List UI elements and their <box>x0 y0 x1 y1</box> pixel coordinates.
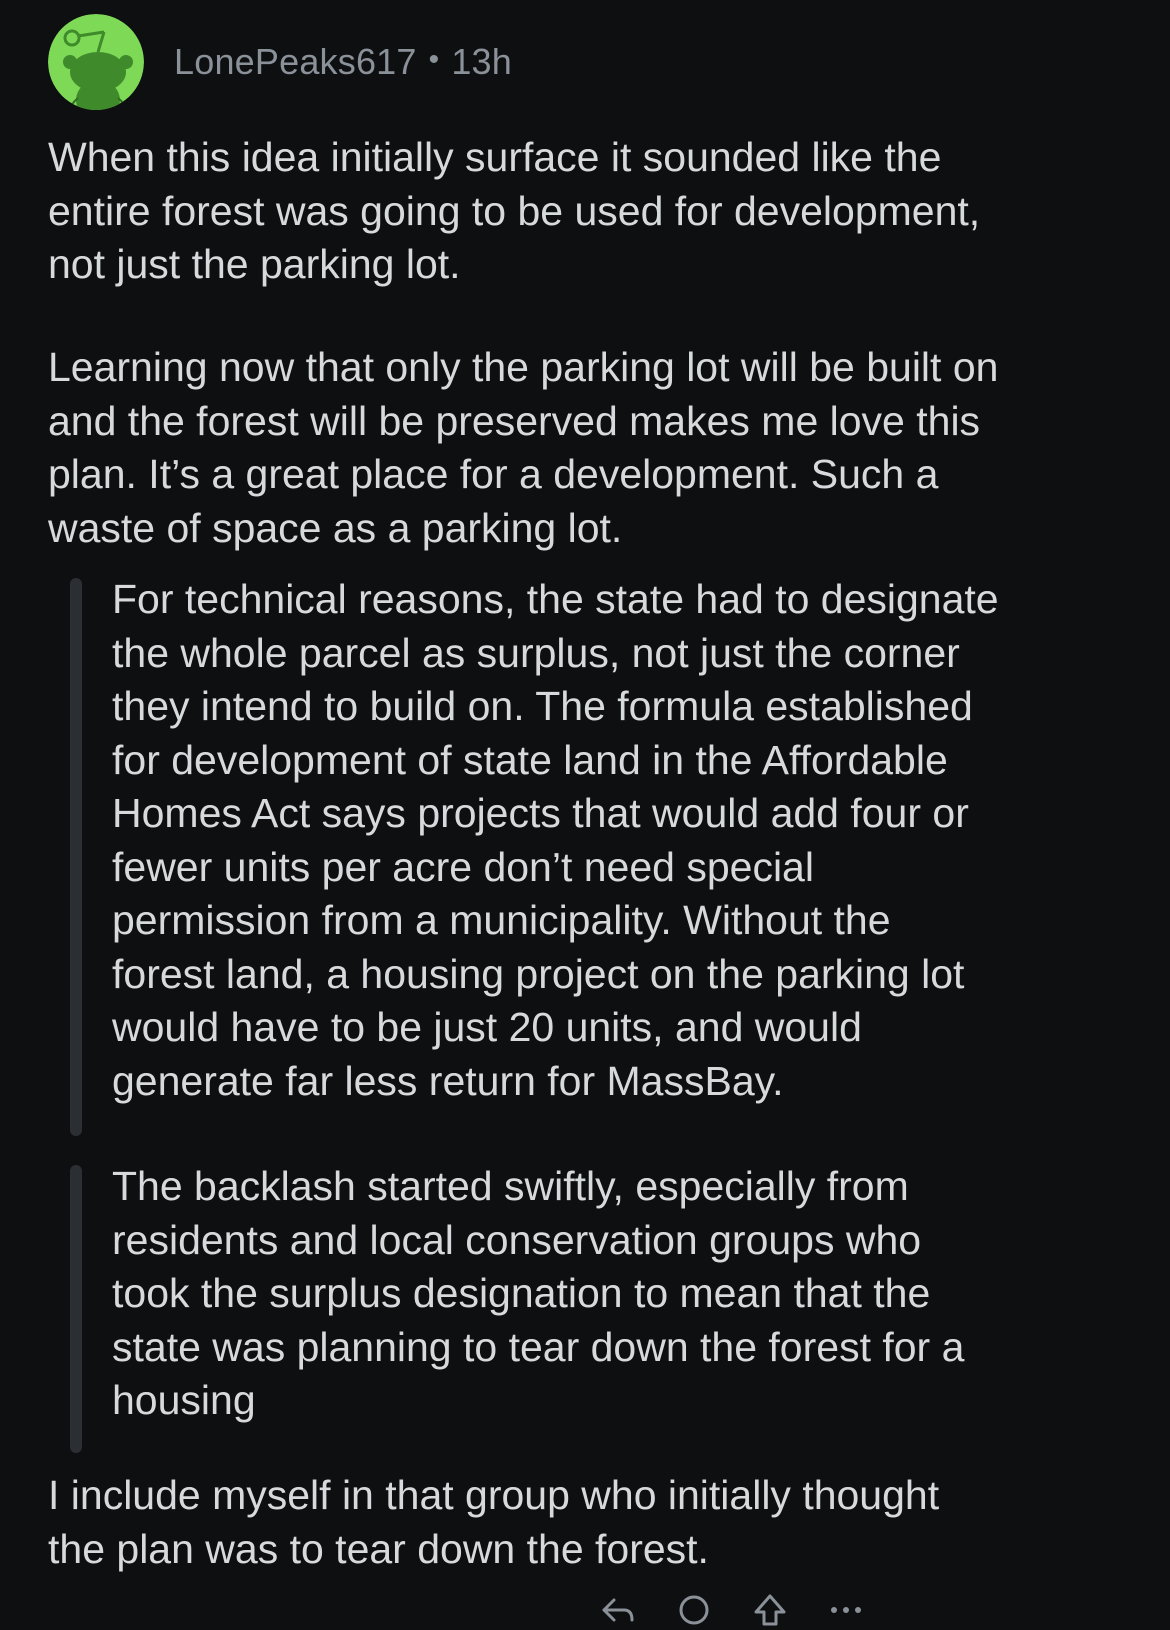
reply-icon <box>600 1592 636 1628</box>
author-name[interactable]: LonePeaks617 <box>174 41 417 82</box>
blockquote-bar <box>70 578 82 1136</box>
award-icon <box>676 1592 712 1628</box>
award-button[interactable] <box>676 1592 712 1628</box>
blockquote-bar <box>70 1165 82 1453</box>
blockquote <box>70 578 1160 1136</box>
meta-separator: • <box>428 43 440 76</box>
comment-actions <box>600 1590 1120 1630</box>
upvote-button[interactable] <box>752 1592 788 1628</box>
blockquote-text: The backlash started swiftly, especially from residents and local conservation groups who took the surplus designation to mean that the state was planning to tear down the forest for a housing <box>112 1163 965 1423</box>
comment-header <box>48 14 512 110</box>
avatar[interactable] <box>48 14 144 110</box>
comment-paragraph: When this idea initially surface it sounded like the entire forest was going to be used for development, not just the parking lot. <box>48 134 981 287</box>
comment-paragraph: I include myself in that group who initially thought the plan was to tear down the forest. <box>48 1472 940 1572</box>
comment-meta <box>174 41 512 83</box>
comment-paragraph: Learning now that only the parking lot will be built on and the forest will be preserved makes me love this plan. It’s a great place for a development. Such a waste of space as a parking lot. <box>48 344 999 551</box>
reddit-snoo-avatar-icon <box>48 14 144 110</box>
more-icon <box>828 1592 864 1628</box>
blockquote <box>70 1165 1160 1453</box>
comment-age: 13h <box>451 41 512 82</box>
reply-button[interactable] <box>600 1592 636 1628</box>
upvote-icon <box>752 1592 788 1628</box>
blockquote-text: For technical reasons, the state had to designate the whole parcel as surplus, not just the corner they intend to build on. The formula established for development of state land in the Affordable Homes Act says projects that would add four or fewer units per acre don’t need special permission from a municipality. Without the forest land, a housing project on the parking lot would have to be just 20 units, and would generate far less return for MassBay. <box>112 576 999 1104</box>
more-button[interactable] <box>828 1592 864 1628</box>
